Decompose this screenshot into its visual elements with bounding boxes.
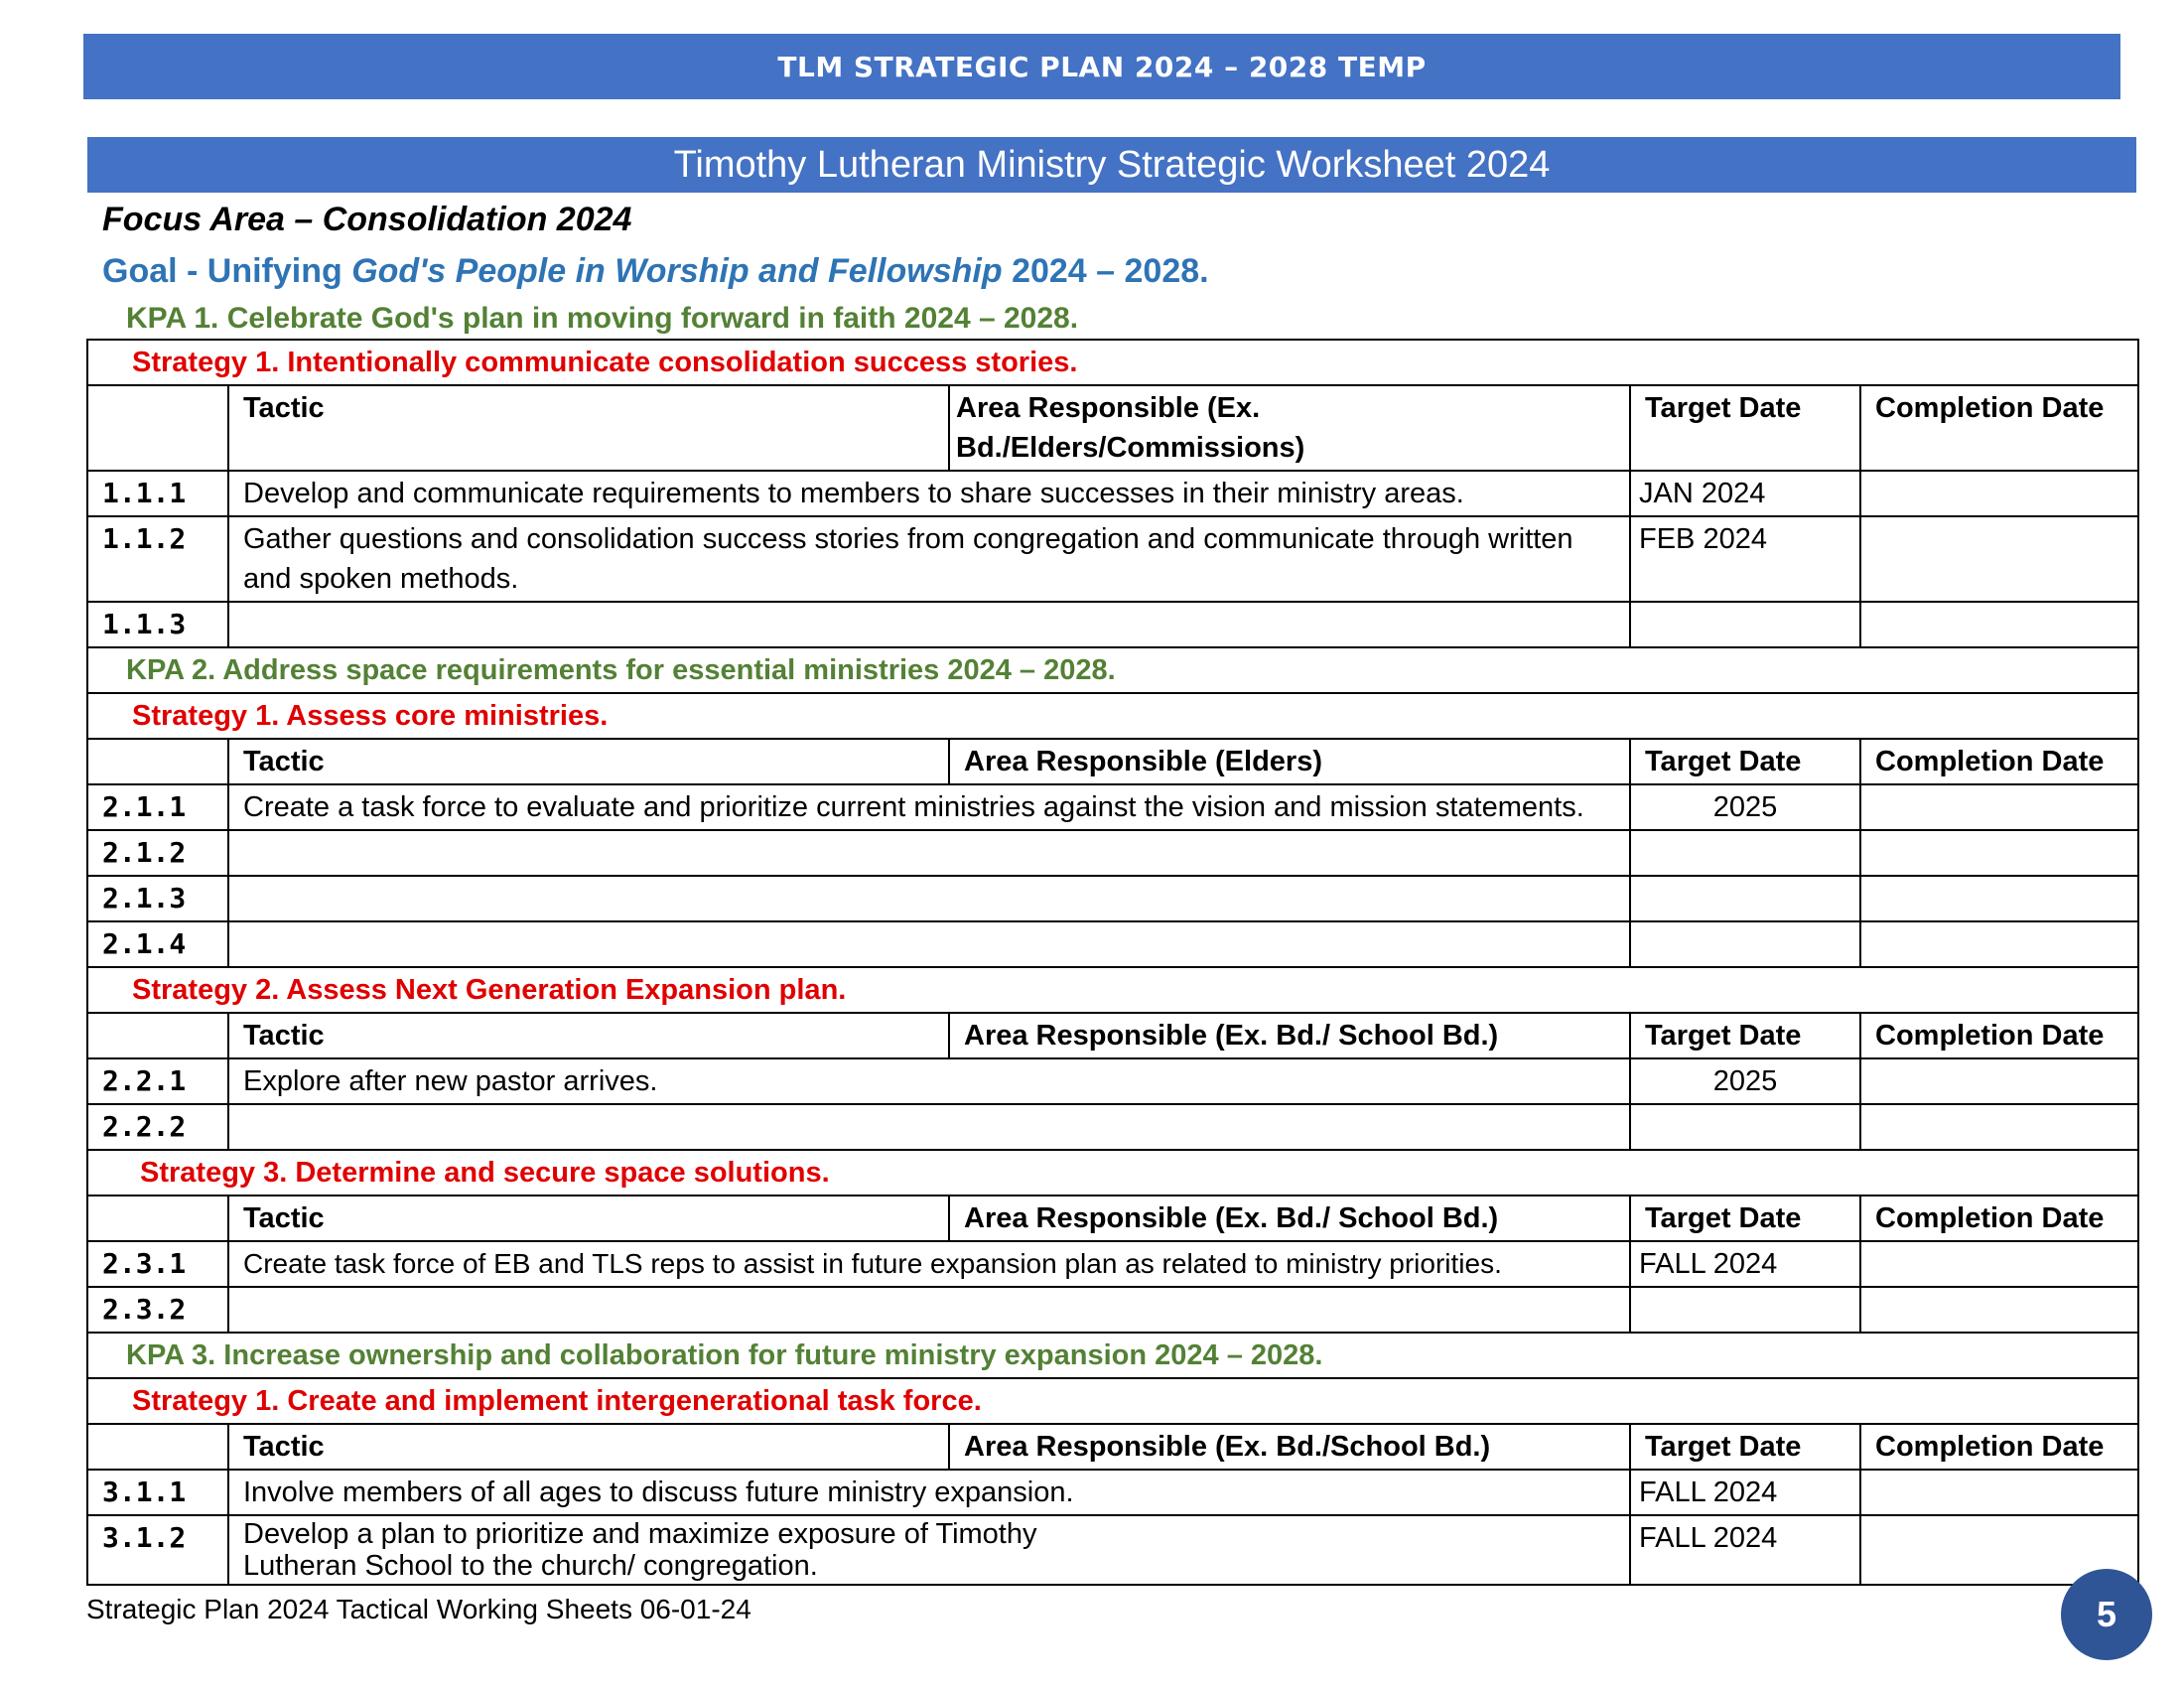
target-date-header: Target Date [1630, 385, 1860, 471]
tactic-text: Create task force of EB and TLS reps to assist in future expansion plan as related to ministry priorities. [228, 1241, 1630, 1287]
tactic-header: Tactic [228, 1424, 949, 1470]
strategic-worksheet-table [86, 339, 2139, 1586]
target-date [1630, 876, 1860, 921]
num-header-cell [87, 1196, 228, 1241]
target-date-header: Target Date [1630, 1424, 1860, 1470]
target-date-header: Target Date [1630, 1013, 1860, 1058]
table-row [87, 1241, 2138, 1287]
page-number-badge: 5 [2061, 1569, 2152, 1660]
tactic-number: 2.1.2 [87, 830, 228, 876]
plan-banner: TLM STRATEGIC PLAN 2024 – 2028 TEMP [83, 34, 2120, 99]
strategy-row [87, 1150, 2138, 1196]
tactic-text: Create a task force to evaluate and prioritize current ministries against the vision and mission statements. [228, 784, 1630, 830]
target-date-header: Target Date [1630, 1196, 1860, 1241]
strategy-row [87, 340, 2138, 385]
tactic-text [228, 1104, 1630, 1150]
tactic-number: 2.3.1 [87, 1241, 228, 1287]
goal-prefix: Goal - Unifying [102, 252, 352, 290]
target-date: 2025 [1630, 784, 1860, 830]
completion-date [1860, 1287, 2138, 1333]
table-row [87, 876, 2138, 921]
strategy-title: Strategy 1. Assess core ministries. [87, 693, 2138, 739]
strategy-row [87, 967, 2138, 1013]
num-header-cell [87, 385, 228, 471]
table-row [87, 471, 2138, 516]
area-responsible-header: Area Responsible (Ex. Bd./Elders/Commissions) [949, 385, 1630, 471]
kpa-1-title: KPA 1. Celebrate God's plan in moving forward in faith 2024 – 2028. [126, 302, 1079, 335]
tactic-header: Tactic [228, 1013, 949, 1058]
header-row [87, 385, 2138, 471]
table-row [87, 516, 2138, 602]
completion-date-header: Completion Date [1860, 739, 2138, 784]
goal-italic: God's People in Worship and Fellowship [351, 252, 1003, 290]
tactic-number: 2.3.2 [87, 1287, 228, 1333]
tactic-text [228, 602, 1630, 647]
tactic-text: Involve members of all ages to discuss future ministry expansion. [228, 1470, 1630, 1515]
tactic-number: 2.1.1 [87, 784, 228, 830]
completion-date [1860, 784, 2138, 830]
table-row [87, 1515, 2138, 1585]
kpa-2-title: KPA 2. Address space requirements for essential ministries 2024 – 2028. [87, 647, 2138, 693]
target-date: JAN 2024 [1630, 471, 1860, 516]
kpa-row [87, 647, 2138, 693]
tactic-header: Tactic [228, 385, 949, 471]
goal-heading [102, 252, 1209, 291]
target-date: FALL 2024 [1630, 1241, 1860, 1287]
area-responsible-header: Area Responsible (Ex. Bd./ School Bd.) [949, 1013, 1630, 1058]
completion-date [1860, 921, 2138, 967]
tactic-number: 1.1.3 [87, 602, 228, 647]
area-responsible-header: Area Responsible (Ex. Bd./ School Bd.) [949, 1196, 1630, 1241]
num-header-cell [87, 1424, 228, 1470]
tactic-number: 2.2.2 [87, 1104, 228, 1150]
header-row [87, 1013, 2138, 1058]
completion-date [1860, 471, 2138, 516]
tactic-text [228, 876, 1630, 921]
completion-date-header: Completion Date [1860, 385, 2138, 471]
kpa-3-title: KPA 3. Increase ownership and collaboration for future ministry expansion 2024 – 2028. [87, 1333, 2138, 1378]
table-row [87, 921, 2138, 967]
completion-date [1860, 1058, 2138, 1104]
target-date [1630, 830, 1860, 876]
tactic-number: 2.1.4 [87, 921, 228, 967]
worksheet-title: Timothy Lutheran Ministry Strategic Worksheet 2024 [87, 137, 2136, 193]
header-row [87, 739, 2138, 784]
tactic-number: 1.1.2 [87, 516, 228, 602]
area-responsible-header: Area Responsible (Elders) [949, 739, 1630, 784]
goal-suffix: 2024 – 2028. [1002, 252, 1209, 290]
table-row [87, 1287, 2138, 1333]
target-date: FEB 2024 [1630, 516, 1860, 602]
target-date [1630, 602, 1860, 647]
completion-date [1860, 1104, 2138, 1150]
kpa-row [87, 1333, 2138, 1378]
table-row [87, 602, 2138, 647]
strategy-row [87, 1378, 2138, 1424]
target-date [1630, 1104, 1860, 1150]
tactic-text [228, 1515, 1630, 1585]
completion-date [1860, 830, 2138, 876]
tactic-text: Develop and communicate requirements to members to share successes in their ministry areas. [228, 471, 1630, 516]
table-row [87, 830, 2138, 876]
completion-date-header: Completion Date [1860, 1196, 2138, 1241]
tactic-number: 3.1.2 [87, 1515, 228, 1585]
target-date [1630, 921, 1860, 967]
tactic-number: 3.1.1 [87, 1470, 228, 1515]
strategy-title: Strategy 3. Determine and secure space solutions. [87, 1150, 2138, 1196]
completion-date-header: Completion Date [1860, 1424, 2138, 1470]
target-date-header: Target Date [1630, 739, 1860, 784]
tactic-text: Gather questions and consolidation success stories from congregation and communicate through written and spoken methods. [228, 516, 1630, 602]
tactic-text-inner: Develop a plan to prioritize and maximize exposure of Timothy Lutheran School to the church/ congregation. [243, 1518, 1037, 1582]
header-row [87, 1424, 2138, 1470]
tactic-number: 2.1.3 [87, 876, 228, 921]
strategy-title: Strategy 1. Intentionally communicate consolidation success stories. [87, 340, 2138, 385]
table-row [87, 1058, 2138, 1104]
target-date: FALL 2024 [1630, 1470, 1860, 1515]
completion-date [1860, 876, 2138, 921]
tactic-text: Explore after new pastor arrives. [228, 1058, 1630, 1104]
focus-area-heading: Focus Area – Consolidation 2024 [102, 201, 632, 238]
completion-date [1860, 516, 2138, 602]
tactic-text [228, 1287, 1630, 1333]
tactic-number: 2.2.1 [87, 1058, 228, 1104]
header-row [87, 1196, 2138, 1241]
tactic-number: 1.1.1 [87, 471, 228, 516]
table-row [87, 1104, 2138, 1150]
target-date [1630, 1287, 1860, 1333]
strategy-row [87, 693, 2138, 739]
strategy-title: Strategy 1. Create and implement intergenerational task force. [87, 1378, 2138, 1424]
tactic-text [228, 830, 1630, 876]
completion-date [1860, 602, 2138, 647]
target-date: FALL 2024 [1630, 1515, 1860, 1585]
table-row [87, 1470, 2138, 1515]
tactic-header: Tactic [228, 1196, 949, 1241]
footer-text: Strategic Plan 2024 Tactical Working Sheets 06-01-24 [86, 1594, 751, 1624]
completion-date [1860, 1470, 2138, 1515]
num-header-cell [87, 1013, 228, 1058]
table-row [87, 784, 2138, 830]
tactic-text [228, 921, 1630, 967]
completion-date [1860, 1241, 2138, 1287]
target-date: 2025 [1630, 1058, 1860, 1104]
tactic-header: Tactic [228, 739, 949, 784]
num-header-cell [87, 739, 228, 784]
area-responsible-header: Area Responsible (Ex. Bd./School Bd.) [949, 1424, 1630, 1470]
strategy-title: Strategy 2. Assess Next Generation Expansion plan. [87, 967, 2138, 1013]
completion-date-header: Completion Date [1860, 1013, 2138, 1058]
